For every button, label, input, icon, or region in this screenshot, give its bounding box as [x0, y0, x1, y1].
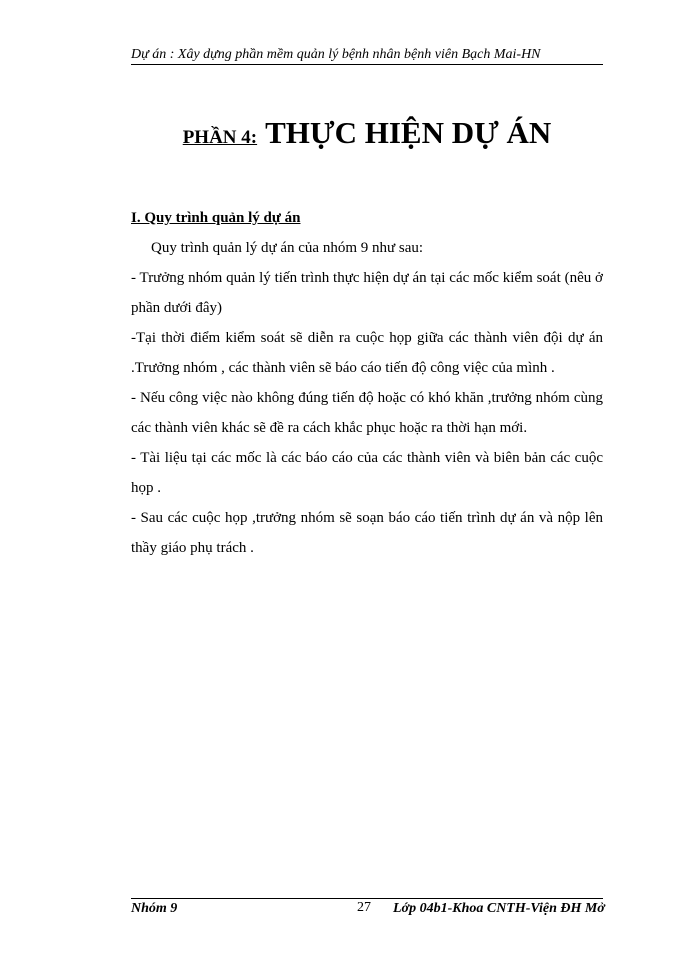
paragraph-item: - Sau các cuộc họp ,trưởng nhóm sẽ soạn báo cáo tiến trình dự án và nộp lên thầy giáo phụ trách . [131, 510, 603, 556]
footer-page-number: 27 [357, 900, 371, 915]
chapter-title-main: THỰC HIỆN DỰ ÁN [265, 115, 552, 150]
footer-group-name: Nhóm 9 [131, 901, 178, 916]
paragraph-item: - Tài liệu tại các mốc là các báo cáo của các thành viên và biên bản các cuộc họp . [131, 450, 603, 496]
header-divider [131, 64, 603, 65]
paragraph-item: - Trưởng nhóm quản lý tiến trình thực hiện dự án tại các mốc kiểm soát (nêu ở phần dưới đây) [131, 270, 603, 316]
chapter-title [131, 115, 603, 151]
footer-class-info: Lớp 04b1-Khoa CNTH-Viện ĐH Mở [393, 901, 605, 916]
paragraph-item: - Nếu công việc nào không đúng tiến độ hoặc có khó khăn ,trưởng nhóm cùng các thành viên khác sẽ đề ra cách khắc phục hoặc ra thời hạn mới. [131, 390, 603, 436]
footer-divider [131, 898, 603, 899]
paragraph-item: -Tại thời điểm kiểm soát sẽ diễn ra cuộc họp giữa các thành viên đội dự án .Trưởng nhóm , các thành viên sẽ báo cáo tiến độ công việc của mình . [131, 330, 603, 376]
page-header: Dự án : Xây dựng phần mềm quản lý bệnh nhân bệnh viên Bạch Mai-HN [131, 47, 541, 62]
section-heading: I. Quy trình quản lý dự án [131, 210, 301, 226]
paragraph-intro: Quy trình quản lý dự án của nhóm 9 như sau: [151, 240, 424, 256]
document-body [131, 203, 603, 563]
chapter-title-prefix: PHẦN 4: [182, 127, 258, 148]
